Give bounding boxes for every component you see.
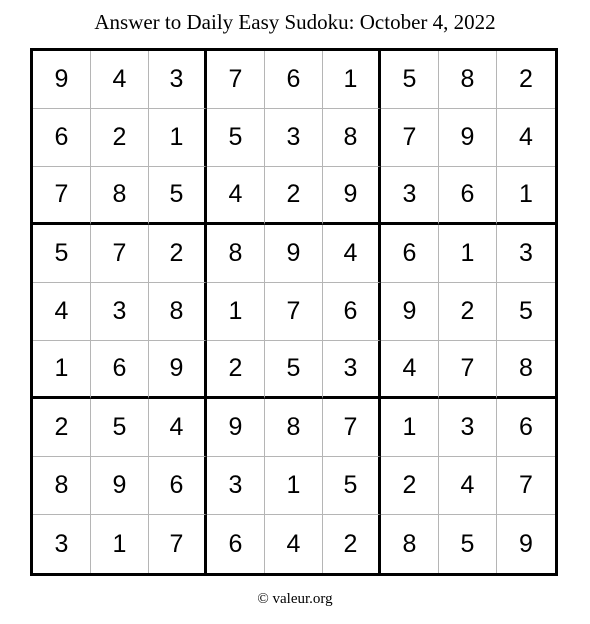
- sudoku-cell: 8: [323, 109, 381, 167]
- sudoku-cell: 3: [381, 167, 439, 225]
- sudoku-cell: 1: [33, 341, 91, 399]
- sudoku-cell: 2: [91, 109, 149, 167]
- sudoku-cell: 6: [323, 283, 381, 341]
- sudoku-grid: [30, 48, 558, 576]
- sudoku-cell: 5: [439, 515, 497, 573]
- sudoku-cell: 6: [207, 515, 265, 573]
- sudoku-cell: 9: [33, 51, 91, 109]
- sudoku-cell: 6: [497, 399, 555, 457]
- sudoku-cell: 9: [439, 109, 497, 167]
- sudoku-cell: 4: [207, 167, 265, 225]
- sudoku-cell: 5: [33, 225, 91, 283]
- sudoku-cell: 5: [207, 109, 265, 167]
- sudoku-cell: 7: [33, 167, 91, 225]
- sudoku-cell: 7: [497, 457, 555, 515]
- copyright-footer: © valeur.org: [257, 591, 333, 607]
- sudoku-cell: 7: [439, 341, 497, 399]
- sudoku-cell: 7: [265, 283, 323, 341]
- sudoku-cell: 7: [381, 109, 439, 167]
- sudoku-cell: 8: [149, 283, 207, 341]
- sudoku-cell: 5: [381, 51, 439, 109]
- sudoku-cell: 4: [265, 515, 323, 573]
- sudoku-cell: 2: [149, 225, 207, 283]
- sudoku-cell: 8: [91, 167, 149, 225]
- sudoku-cell: 3: [323, 341, 381, 399]
- sudoku-cell: 7: [207, 51, 265, 109]
- sudoku-cell: 9: [381, 283, 439, 341]
- sudoku-cell: 3: [149, 51, 207, 109]
- sudoku-cell: 9: [149, 341, 207, 399]
- sudoku-cell: 8: [207, 225, 265, 283]
- sudoku-cell: 2: [323, 515, 381, 573]
- sudoku-cell: 4: [33, 283, 91, 341]
- sudoku-cell: 8: [265, 399, 323, 457]
- sudoku-cell: 7: [91, 225, 149, 283]
- sudoku-cell: 5: [91, 399, 149, 457]
- sudoku-cell: 4: [381, 341, 439, 399]
- sudoku-cell: 9: [519, 529, 533, 558]
- sudoku-cell: 2: [207, 341, 265, 399]
- sudoku-cell: 9: [323, 167, 381, 225]
- sudoku-cell: 1: [323, 51, 381, 109]
- sudoku-cell: 3: [439, 399, 497, 457]
- sudoku-cell: 1: [91, 515, 149, 573]
- sudoku-cell: 1: [265, 457, 323, 515]
- sudoku-cell: 8: [381, 515, 439, 573]
- sudoku-cell: 8: [33, 457, 91, 515]
- sudoku-cell: 4: [497, 109, 555, 167]
- sudoku-cell: 8: [497, 341, 555, 399]
- sudoku-cell: 6: [439, 167, 497, 225]
- sudoku-cell: 1: [439, 225, 497, 283]
- sudoku-cell: 1: [381, 399, 439, 457]
- sudoku-cell: 9: [265, 225, 323, 283]
- sudoku-cell: 2: [439, 283, 497, 341]
- sudoku-cell: 3: [33, 515, 91, 573]
- sudoku-cell: 2: [381, 457, 439, 515]
- sudoku-cell: 5: [265, 341, 323, 399]
- sudoku-cell: 1: [207, 283, 265, 341]
- sudoku-cell: 3: [207, 457, 265, 515]
- sudoku-cell: 5: [497, 283, 555, 341]
- sudoku-cell: 4: [439, 457, 497, 515]
- sudoku-cell: 8: [439, 51, 497, 109]
- sudoku-cell: 6: [149, 457, 207, 515]
- sudoku-cell: 3: [497, 225, 555, 283]
- sudoku-cell: 7: [323, 399, 381, 457]
- sudoku-cell: 6: [381, 225, 439, 283]
- puzzle-title: Answer to Daily Easy Sudoku: October 4, 2022: [94, 10, 496, 34]
- sudoku-cell: 2: [33, 399, 91, 457]
- sudoku-cell: 1: [149, 109, 207, 167]
- sudoku-cell: 4: [91, 51, 149, 109]
- sudoku-cell: 4: [323, 225, 381, 283]
- sudoku-cell: 2: [265, 167, 323, 225]
- sudoku-cell: 5: [323, 457, 381, 515]
- sudoku-cell: 4: [149, 399, 207, 457]
- sudoku-cell: 6: [91, 341, 149, 399]
- sudoku-cell: 3: [91, 283, 149, 341]
- sudoku-cell: 1: [497, 167, 555, 225]
- sudoku-cell: 5: [149, 167, 207, 225]
- sudoku-cell: 2: [497, 51, 555, 109]
- sudoku-cell: 9: [91, 457, 149, 515]
- sudoku-cell: 7: [149, 515, 207, 573]
- sudoku-cell: 9: [207, 399, 265, 457]
- sudoku-cell: 6: [265, 51, 323, 109]
- sudoku-cell: 6: [33, 109, 91, 167]
- sudoku-cell: 3: [265, 109, 323, 167]
